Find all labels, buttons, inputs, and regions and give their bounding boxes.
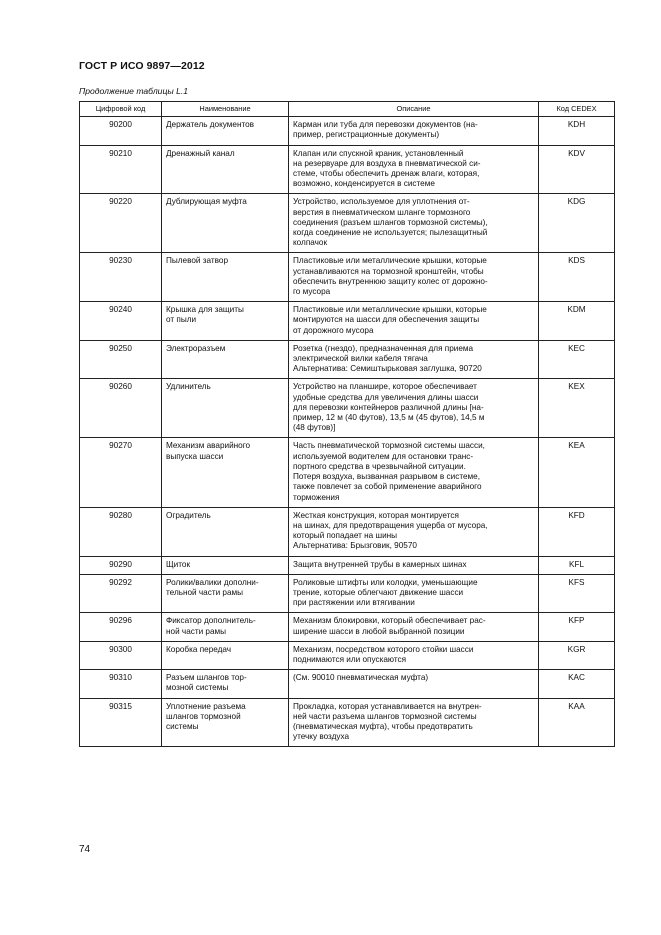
name-line: Щиток <box>166 559 191 569</box>
description-line: торможения <box>293 492 340 502</box>
document-title: ГОСТ Р ИСО 9897—2012 <box>79 60 205 72</box>
name-line: от пыли <box>166 315 197 325</box>
description-line: Альтернатива: Семиштырьковая заглушка, 90720 <box>293 364 482 374</box>
description-line: пример, 12 м (40 футов), 13,5 м (45 футов), 14,5 м <box>293 413 485 423</box>
description-line: электрической вилки кабеля тягача <box>293 354 428 364</box>
description-line: монтируются на шасси для обеспечения защиты <box>293 315 480 325</box>
cell-name <box>162 194 289 253</box>
table-row <box>80 698 615 747</box>
cell-code: 90230 <box>80 253 162 302</box>
table-header-row <box>80 102 615 117</box>
name-line: Электроразъем <box>166 343 226 353</box>
table-row <box>80 117 615 145</box>
description-line: Пластиковые или металлические крышки, которые <box>293 256 487 266</box>
description-line: на шинах, для предотвращения ущерба от мусора, <box>293 520 488 530</box>
description-line: ней части разъема шлангов тормозной системы <box>293 711 477 721</box>
description-line: Устройство, используемое для уплотнения от- <box>293 197 470 207</box>
description-line: удобные средства для увеличения длины шасси <box>293 392 479 402</box>
description-line: стеме, чтобы обеспечить дренаж влаги, которая, <box>293 169 480 179</box>
cell-name <box>162 438 289 507</box>
name-line: Ролики/валики дополни- <box>166 577 259 587</box>
cell-description <box>289 556 539 574</box>
description-line: Клапан или спускной краник, установленный <box>293 148 464 158</box>
description-line: трение, которые облегчают движение шасси <box>293 587 464 597</box>
codes-table <box>79 101 615 747</box>
name-line: Пылевой затвор <box>166 256 229 266</box>
cell-cedex: KEX <box>539 379 615 438</box>
name-line: Дренажный канал <box>166 148 235 158</box>
cell-description <box>289 613 539 641</box>
cell-description <box>289 117 539 145</box>
cell-code: 90290 <box>80 556 162 574</box>
table-row <box>80 253 615 302</box>
description-line: (пневматическая муфта), чтобы предотвратить <box>293 721 473 731</box>
cell-name <box>162 698 289 747</box>
table-row <box>80 438 615 507</box>
cell-name <box>162 670 289 698</box>
table-row <box>80 302 615 341</box>
cell-name <box>162 574 289 613</box>
table-caption: Продолжение таблицы L.1 <box>79 86 189 96</box>
description-line: утечку воздуха <box>293 732 350 742</box>
cell-description <box>289 340 539 379</box>
cell-description <box>289 641 539 669</box>
description-line: пример, регистрационные документы) <box>293 130 440 140</box>
description-line: Устройство на планшире, которое обеспечивает <box>293 382 477 392</box>
cell-cedex: KFD <box>539 507 615 556</box>
description-line: когда соединение не используется; пылезащитный <box>293 228 488 238</box>
page-number: 74 <box>79 844 91 855</box>
name-line: Механизм аварийного <box>166 441 251 451</box>
cell-description <box>289 698 539 747</box>
name-line: Фиксатор дополнитель- <box>166 616 256 626</box>
cell-code: 90220 <box>80 194 162 253</box>
cell-description <box>289 670 539 698</box>
cell-code: 90280 <box>80 507 162 556</box>
cell-name <box>162 641 289 669</box>
cell-description <box>289 253 539 302</box>
cell-code: 90260 <box>80 379 162 438</box>
table-row <box>80 613 615 641</box>
description-line: Карман или туба для перевозки документов (на- <box>293 120 478 130</box>
description-line: который попадает на шины <box>293 531 398 541</box>
description-line: (48 футов)] <box>293 423 336 433</box>
cell-cedex: KEA <box>539 438 615 507</box>
description-line: (См. 90010 пневматическая муфта) <box>293 673 429 683</box>
description-line: Механизм, посредством которого стойки шасси <box>293 644 474 654</box>
cell-cedex: KFS <box>539 574 615 613</box>
cell-name <box>162 302 289 341</box>
cell-name <box>162 556 289 574</box>
cell-code: 90296 <box>80 613 162 641</box>
description-line: Роликовые штифты или колодки, уменьшающие <box>293 577 478 587</box>
name-line: выпуска шасси <box>166 451 224 461</box>
table-row <box>80 556 615 574</box>
table-row <box>80 641 615 669</box>
cell-cedex: KDM <box>539 302 615 341</box>
description-line: Прокладка, которая устанавливается на внутрен- <box>293 701 482 711</box>
cell-code: 90300 <box>80 641 162 669</box>
description-line: Розетка (гнездо), предназначенная для приема <box>293 343 474 353</box>
name-line: шлангов тормозной <box>166 711 241 721</box>
cell-cedex: KDS <box>539 253 615 302</box>
description-line: при растяжении или втягивании <box>293 598 415 608</box>
table-row <box>80 379 615 438</box>
cell-cedex: KFL <box>539 556 615 574</box>
description-line: для перевозки контейнеров различной длины [на- <box>293 402 484 412</box>
cell-name <box>162 340 289 379</box>
cell-name <box>162 253 289 302</box>
description-line: Часть пневматической тормозной системы шасси, <box>293 441 485 451</box>
table-body <box>80 117 615 747</box>
description-line: соединения (разъем шлангов тормозной системы), <box>293 217 488 227</box>
cell-name <box>162 613 289 641</box>
description-line: Жесткая конструкция, которая монтируется <box>293 510 459 520</box>
cell-cedex: KDH <box>539 117 615 145</box>
name-line: ной части рамы <box>166 626 227 636</box>
description-line: портного средства в чрезвычайной ситуации. <box>293 461 466 471</box>
cell-code: 90200 <box>80 117 162 145</box>
name-line: Коробка передач <box>166 644 232 654</box>
name-line: мозной системы <box>166 683 229 693</box>
description-line: на резервуаре для воздуха в пневматической си- <box>293 158 481 168</box>
cell-description <box>289 379 539 438</box>
description-line: устанавливаются на тормозной кронштейн, чтобы <box>293 266 484 276</box>
cell-cedex: KDG <box>539 194 615 253</box>
cell-description <box>289 507 539 556</box>
description-line: поднимаются или опускаются <box>293 654 407 664</box>
cell-description <box>289 574 539 613</box>
cell-cedex: KAA <box>539 698 615 747</box>
column-header-description: Описание <box>289 102 539 117</box>
cell-name <box>162 379 289 438</box>
table-row <box>80 340 615 379</box>
cell-name <box>162 117 289 145</box>
name-line: Держатель документов <box>166 120 255 130</box>
description-line: от дорожного мусора <box>293 325 374 335</box>
description-line: колпачок <box>293 238 328 248</box>
cell-code: 90250 <box>80 340 162 379</box>
column-header-cedex: Код CEDEX <box>539 102 615 117</box>
name-line: Дублирующая муфта <box>166 197 247 207</box>
description-line: используемой водителем для остановки транс- <box>293 451 474 461</box>
cell-cedex: KDV <box>539 145 615 194</box>
description-line: ширение шасси в любой выбранной позиции <box>293 626 465 636</box>
cell-cedex: KEC <box>539 340 615 379</box>
cell-code: 90240 <box>80 302 162 341</box>
description-line: также повлечет за собой применение аварийного <box>293 482 482 492</box>
table-row <box>80 574 615 613</box>
name-line: Крышка для защиты <box>166 305 244 315</box>
cell-description <box>289 302 539 341</box>
name-line: тельной части рамы <box>166 587 244 597</box>
description-line: Альтернатива: Брызговик, 90570 <box>293 541 417 551</box>
cell-cedex: KAC <box>539 670 615 698</box>
column-header-name: Наименование <box>162 102 289 117</box>
name-line: системы <box>166 721 199 731</box>
description-line: возможно, конденсируется в системе <box>293 179 435 189</box>
cell-cedex: KFP <box>539 613 615 641</box>
table-row <box>80 145 615 194</box>
cell-code: 90210 <box>80 145 162 194</box>
name-line: Разъем шлангов тор- <box>166 673 247 683</box>
table-row <box>80 507 615 556</box>
cell-code: 90292 <box>80 574 162 613</box>
description-line: верстия в пневматическом шланге тормозного <box>293 207 471 217</box>
cell-description <box>289 438 539 507</box>
column-header-code: Цифровой код <box>80 102 162 117</box>
name-line: Оградитель <box>166 510 211 520</box>
cell-code: 90270 <box>80 438 162 507</box>
cell-code: 90310 <box>80 670 162 698</box>
cell-description <box>289 194 539 253</box>
description-line: обеспечить внутреннюю защиту колес от дорожно- <box>293 276 488 286</box>
description-line: го мусора <box>293 287 331 297</box>
table-row <box>80 670 615 698</box>
cell-name <box>162 145 289 194</box>
description-line: Защита внутренней трубы в камерных шинах <box>293 559 467 569</box>
description-line: Пластиковые или металлические крышки, которые <box>293 305 487 315</box>
cell-name <box>162 507 289 556</box>
cell-code: 90315 <box>80 698 162 747</box>
name-line: Удлинитель <box>166 382 211 392</box>
cell-cedex: KGR <box>539 641 615 669</box>
cell-description <box>289 145 539 194</box>
description-line: Механизм блокировки, который обеспечивает рас- <box>293 616 486 626</box>
table-row <box>80 194 615 253</box>
description-line: Потеря воздуха, вызванная разрывом в системе, <box>293 472 480 482</box>
name-line: Уплотнение разъема <box>166 701 246 711</box>
